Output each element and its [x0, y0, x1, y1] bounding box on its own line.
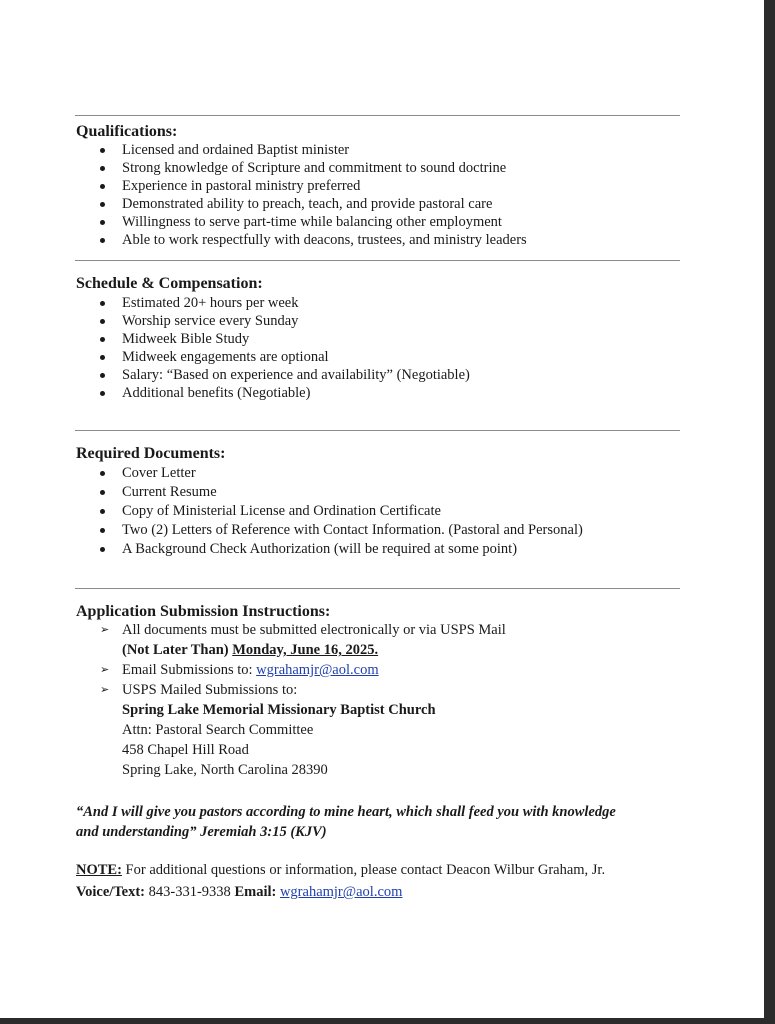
arrow-bullet-icon: ➢: [100, 663, 110, 676]
bullet-icon: [100, 355, 105, 360]
section-divider: [75, 260, 680, 261]
list-item: Worship service every Sunday: [76, 312, 470, 330]
note-label: NOTE:: [76, 862, 122, 878]
note-text: For additional questions or information, please contact Deacon Wilbur Graham, Jr.: [121, 862, 606, 878]
bullet-icon: [100, 490, 105, 495]
list-item: Copy of Ministerial License and Ordination Certificate: [76, 502, 583, 521]
email-label: Email:: [234, 884, 277, 900]
section-divider: [75, 430, 680, 431]
voice-label: Voice/Text:: [76, 884, 146, 900]
bullet-icon: [100, 220, 105, 225]
list-item: Midweek Bible Study: [76, 330, 470, 348]
scripture-quote: [76, 802, 686, 842]
contact-note: [76, 859, 696, 903]
application-instructions: [100, 620, 506, 780]
application-heading: Application Submission Instructions:: [76, 603, 331, 620]
list-item: Current Resume: [76, 483, 583, 502]
bullet-icon: [100, 301, 105, 306]
section-divider: [75, 115, 680, 116]
list-item: Additional benefits (Negotiable): [76, 384, 470, 402]
documents-heading: Required Documents:: [76, 445, 226, 462]
arrow-bullet-icon: ➢: [100, 683, 110, 696]
contact-email-link[interactable]: wgrahamjr@aol.com: [279, 884, 403, 900]
documents-list: [76, 464, 583, 559]
list-item: Strong knowledge of Scripture and commitment to sound doctrine: [76, 159, 527, 177]
bullet-icon: [100, 373, 105, 378]
list-item: ➢ USPS Mailed Submissions to:: [100, 682, 298, 698]
list-item: A Background Check Authorization (will be required at some point): [76, 540, 583, 559]
bullet-icon: [100, 528, 105, 533]
bullet-icon: [100, 391, 105, 396]
list-item: Salary: “Based on experience and availability” (Negotiable): [76, 366, 470, 384]
page-edge: [0, 1018, 775, 1024]
arrow-bullet-icon: ➢: [100, 623, 110, 636]
bullet-icon: [100, 166, 105, 171]
section-divider: [75, 588, 680, 589]
list-item: Licensed and ordained Baptist minister: [76, 141, 527, 159]
list-item: Able to work respectfully with deacons, trustees, and ministry leaders: [76, 231, 527, 249]
list-item: Estimated 20+ hours per week: [76, 294, 470, 312]
schedule-list: [76, 294, 470, 402]
bullet-icon: [100, 319, 105, 324]
address-attn: Attn: Pastoral Search Committee: [122, 722, 314, 738]
page-edge: [764, 0, 775, 1024]
address-city: Spring Lake, North Carolina 28390: [122, 762, 328, 778]
bullet-icon: [100, 184, 105, 189]
list-item: Midweek engagements are optional: [76, 348, 470, 366]
list-item: Experience in pastoral ministry preferred: [76, 177, 527, 195]
schedule-heading: Schedule & Compensation:: [76, 275, 263, 292]
deadline-line: (Not Later Than) Monday, June 16, 2025.: [122, 642, 379, 658]
bullet-icon: [100, 547, 105, 552]
bullet-icon: [100, 509, 105, 514]
list-item: Cover Letter: [76, 464, 583, 483]
quote-line: and understanding” Jeremiah 3:15 (KJV): [76, 824, 327, 840]
bullet-icon: [100, 148, 105, 153]
quote-line: “And I will give you pastors according to mine heart, which shall feed you with knowledge: [76, 804, 616, 820]
church-name: Spring Lake Memorial Missionary Baptist Church: [122, 702, 436, 718]
list-item: Demonstrated ability to preach, teach, and provide pastoral care: [76, 195, 527, 213]
bullet-icon: [100, 337, 105, 342]
list-item: ➢ Email Submissions to: wgrahamjr@aol.com: [100, 662, 379, 678]
bullet-icon: [100, 471, 105, 476]
list-item: Willingness to serve part-time while balancing other employment: [76, 213, 527, 231]
list-item: Two (2) Letters of Reference with Contact Information. (Pastoral and Personal): [76, 521, 583, 540]
address-street: 458 Chapel Hill Road: [122, 742, 249, 758]
bullet-icon: [100, 202, 105, 207]
email-link[interactable]: wgrahamjr@aol.com: [256, 662, 379, 678]
qualifications-heading: Qualifications:: [76, 123, 178, 140]
phone-number: 843-331-9338: [145, 884, 235, 900]
list-item: ➢ All documents must be submitted electronically or via USPS Mail: [100, 622, 506, 638]
bullet-icon: [100, 238, 105, 243]
qualifications-list: [76, 141, 527, 249]
